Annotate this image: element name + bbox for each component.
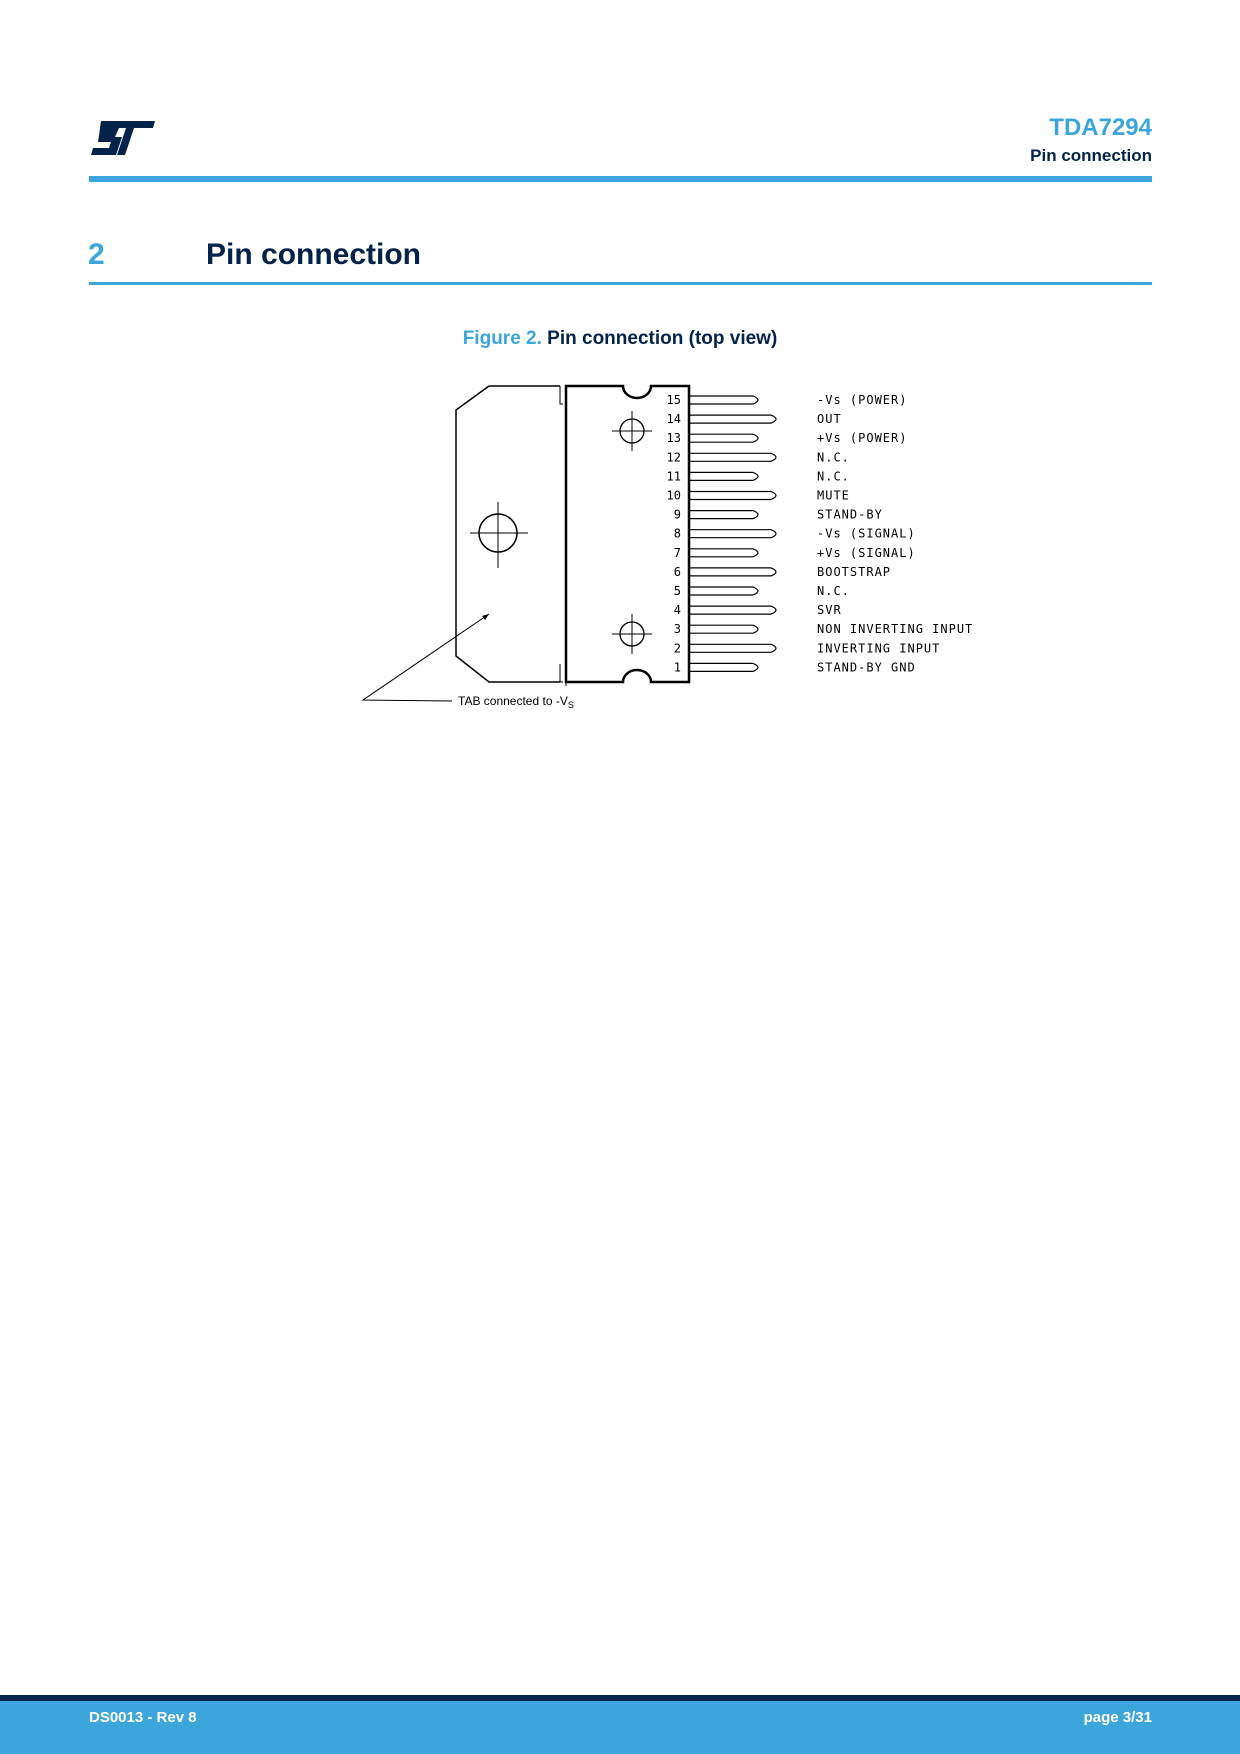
figure-title: Pin connection (top view) <box>547 328 778 349</box>
pin-number-2: 2 <box>673 641 681 656</box>
pin-name-1: STAND-BY GND <box>817 660 916 675</box>
pin-number-8: 8 <box>673 526 681 541</box>
pin-name-12: N.C. <box>817 450 850 465</box>
pin-connection-diagram <box>0 0 1240 760</box>
pin-lead-12 <box>689 453 776 461</box>
footer-document-id: DS0013 - Rev 8 <box>89 1709 197 1726</box>
tab-leader-line <box>363 614 489 701</box>
pin-name-6: BOOTSTRAP <box>817 564 892 579</box>
pin-number-7: 7 <box>673 545 681 560</box>
pin-number-6: 6 <box>673 564 681 579</box>
pin-number-14: 14 <box>666 412 681 427</box>
pin-number-10: 10 <box>666 488 681 503</box>
pin-lead-13 <box>689 434 758 442</box>
pin-name-4: SVR <box>817 603 842 618</box>
pin-lead-10 <box>689 492 776 500</box>
pin-name-10: MUTE <box>817 488 850 503</box>
pin-name-9: STAND-BY <box>817 507 883 522</box>
section-title: Pin connection <box>206 238 422 271</box>
pin-number-1: 1 <box>673 660 681 675</box>
tab-label: TAB connected to $-V_S$ <box>458 694 574 710</box>
pin-name-15: -Vs (POWER) <box>817 393 908 407</box>
pin-number-4: 4 <box>673 603 681 618</box>
pin-lead-1 <box>689 663 758 671</box>
pin-name-13: +Vs (POWER) <box>817 431 908 446</box>
pin-lead-5 <box>689 587 758 595</box>
pin-lead-7 <box>689 549 758 557</box>
pin-number-9: 9 <box>673 507 681 522</box>
pin-number-5: 5 <box>673 584 681 598</box>
header-section-title: Pin connection <box>1030 146 1152 165</box>
pin-lead-8 <box>689 530 776 538</box>
pin-lead-2 <box>689 644 776 652</box>
pin-name-2: INVERTING INPUT <box>817 641 941 656</box>
pin-lead-15 <box>689 396 758 404</box>
footer-page-number: page 3/31 <box>1083 1709 1152 1726</box>
pin-number-12: 12 <box>666 450 681 465</box>
package-tab-outline <box>456 386 560 682</box>
pin-number-3: 3 <box>673 622 681 637</box>
pin-name-14: OUT <box>817 412 842 427</box>
section-number: 2 <box>88 238 105 271</box>
pin-number-13: 13 <box>666 431 681 446</box>
pin-number-15: 15 <box>666 393 681 407</box>
pin-lead-4 <box>689 606 776 614</box>
pins-group <box>667 393 974 674</box>
pin-lead-14 <box>689 415 776 423</box>
figure-label: Figure 2. <box>462 328 542 349</box>
mounting-hole-icon <box>470 502 528 568</box>
pin-lead-9 <box>689 511 758 519</box>
pin-name-7: +Vs (SIGNAL) <box>817 545 916 560</box>
pin-lead-3 <box>689 625 758 633</box>
pin-number-11: 11 <box>666 469 681 484</box>
pin-name-8: -Vs (SIGNAL) <box>817 526 916 541</box>
pin-lead-11 <box>689 472 758 480</box>
header-document-title: TDA7294 <box>1049 114 1152 141</box>
pin-name-3: NON INVERTING INPUT <box>817 622 974 637</box>
pin-lead-6 <box>689 568 776 576</box>
pin-name-5: N.C. <box>817 584 850 598</box>
pin-name-11: N.C. <box>817 469 850 484</box>
